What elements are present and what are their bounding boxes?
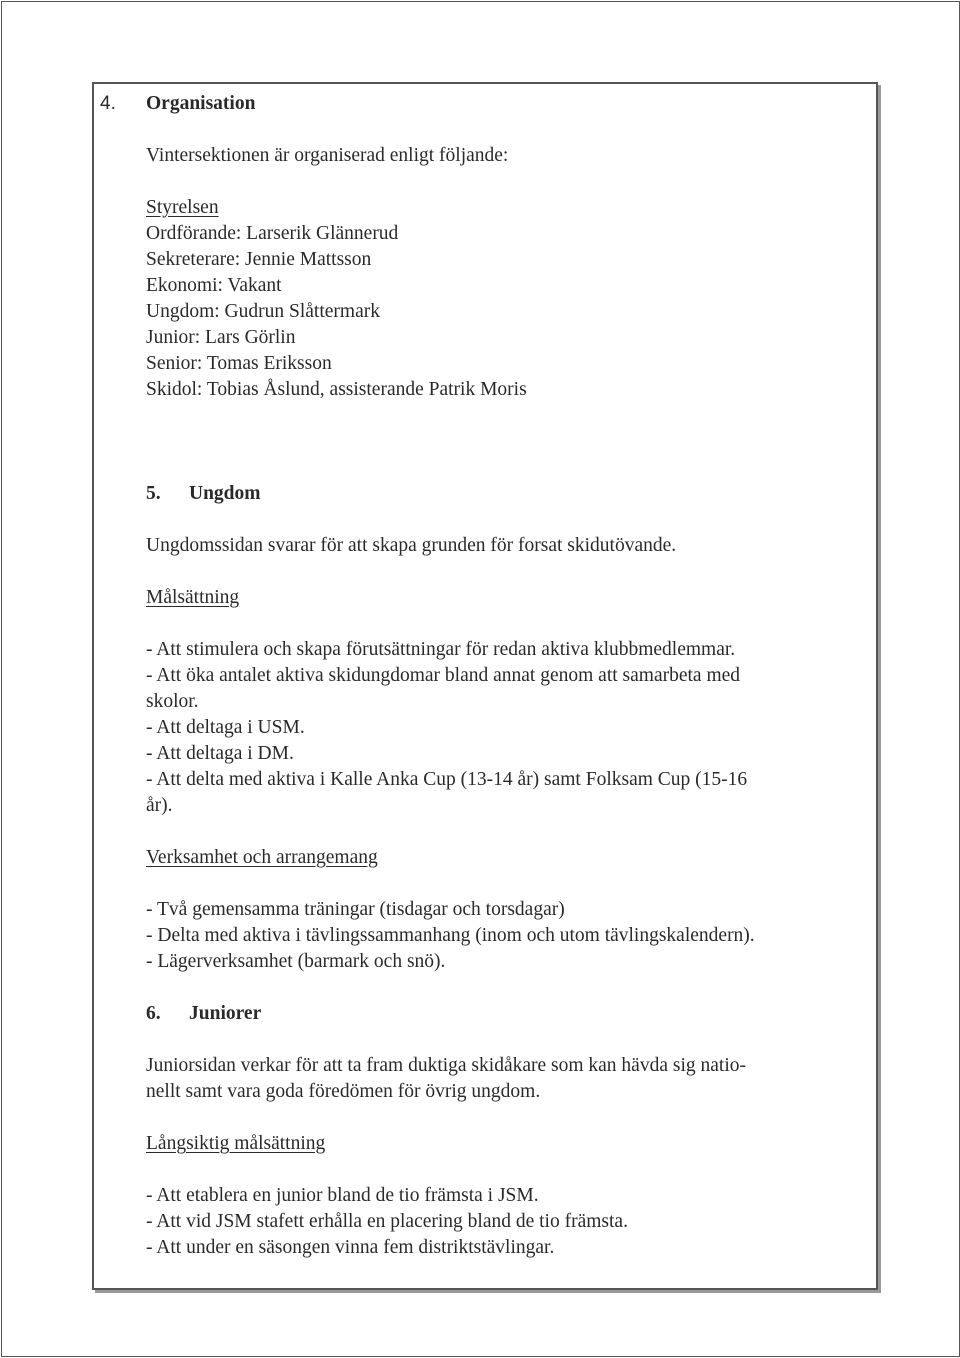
youth-goals-heading: Målsättning xyxy=(146,587,240,608)
junior-goal-line: - Att etablera en junior bland de tio främsta i JSM. xyxy=(146,1185,539,1206)
youth-goal-line: - Att delta med aktiva i Kalle Anka Cup (13-14 år) samt Folksam Cup (15-16 xyxy=(146,769,748,790)
section-5-number: 5. xyxy=(146,483,161,504)
board-member: Skidol: Tobias Åslund, assisterande Patrik Moris xyxy=(146,379,527,400)
youth-goal-line: år). xyxy=(146,795,173,816)
youth-goal-line: skolor. xyxy=(146,691,199,712)
activities-heading: Verksamhet och arrangemang xyxy=(146,847,378,868)
board-member: Ordförande: Larserik Glännerud xyxy=(146,223,399,244)
section-4-intro: Vintersektionen är organiserad enligt följande: xyxy=(146,145,509,166)
junior-goals-heading: Långsiktig målsättning xyxy=(146,1133,326,1154)
junior-goal-line: - Att vid JSM stafett erhålla en placering bland de tio främsta. xyxy=(146,1211,628,1232)
board-member: Ekonomi: Vakant xyxy=(146,275,282,296)
activity-line: - Delta med aktiva i tävlingssammanhang (inom och utom tävlingskalendern). xyxy=(146,925,755,946)
junior-goal-line: - Att under en säsongen vinna fem distriktstävlingar. xyxy=(146,1237,555,1258)
section-6-title: Juniorer xyxy=(189,1003,262,1024)
board-member: Junior: Lars Görlin xyxy=(146,327,296,348)
section-5-intro: Ungdomssidan svarar för att skapa grunden för forsat skidutövande. xyxy=(146,535,677,556)
section-4-number: 4. xyxy=(100,93,116,114)
board-member: Ungdom: Gudrun Slåttermark xyxy=(146,301,380,322)
youth-goal-line: - Att stimulera och skapa förutsättningar för redan aktiva klubbmedlemmar. xyxy=(146,639,736,660)
section-6-number: 6. xyxy=(146,1003,161,1024)
section-4-title: Organisation xyxy=(146,93,256,114)
youth-goal-line: - Att öka antalet aktiva skidungdomar bland annat genom att samarbeta med xyxy=(146,665,741,686)
board-heading: Styrelsen xyxy=(146,197,219,218)
activity-line: - Lägerverksamhet (barmark och snö). xyxy=(146,951,446,972)
section-6-intro-line: nellt samt vara goda föredömen för övrig ungdom. xyxy=(146,1081,541,1102)
board-member: Senior: Tomas Eriksson xyxy=(146,353,332,374)
board-member: Sekreterare: Jennie Mattsson xyxy=(146,249,372,270)
section-6-intro-line: Juniorsidan verkar för att ta fram duktiga skidåkare som kan hävda sig natio- xyxy=(146,1055,746,1076)
youth-goal-line: - Att deltaga i USM. xyxy=(146,717,305,738)
section-5-title: Ungdom xyxy=(189,483,261,504)
activity-line: - Två gemensamma träningar (tisdagar och torsdagar) xyxy=(146,899,565,920)
youth-goal-line: - Att deltaga i DM. xyxy=(146,743,294,764)
